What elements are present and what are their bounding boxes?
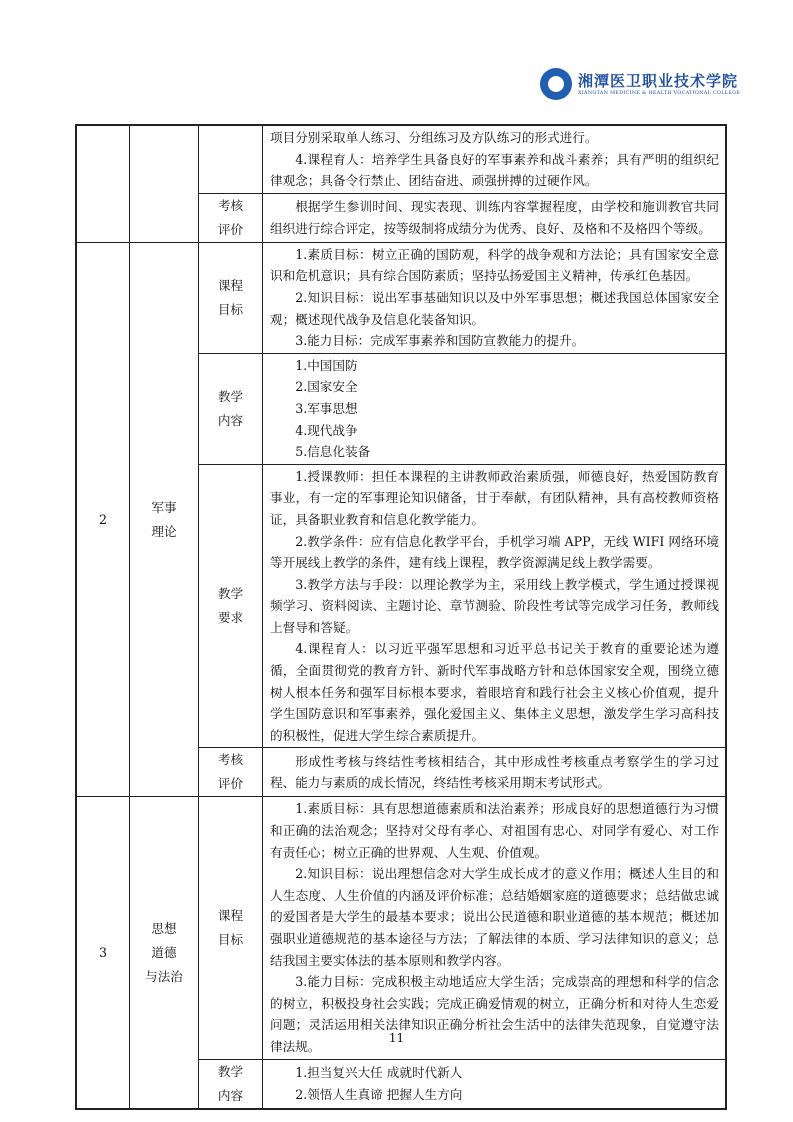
requirements-label: 教学 要求 <box>199 464 263 748</box>
goal-label: 课程 目标 <box>199 242 263 353</box>
logo-chinese-name: 湘潭医卫职业技术学院 <box>578 71 739 90</box>
college-logo <box>540 68 740 100</box>
college-seal-icon <box>540 68 572 100</box>
content-label: 教学 内容 <box>199 353 263 464</box>
assess-text: 根据学生参训时间、现实表现、训练内容掌握程度，由学校和施训教官共同组织进行综合评定，按等级制将成绩分为优秀、良好、及格和不及格四个等级。 <box>270 199 719 236</box>
course-goals: 1.素质目标：具有思想道德素质和法治素养；形成良好的思想道德行为习惯和正确的法治观念；坚持对父母有孝心、对祖国有忠心、对同学有爱心、对工作有责任心；树立正确的世界观、人生观、价值观。 2.知识目标：说出理想信念对大学生成长成才的意义作用；概述人生目的和人生态度、人生价值的内涵及评价标准；总结婚姻家庭的道德要求；总结做忠诚的爱国者是大学生的最基本要求；说出公民道德和职业道德的基本规范；概述加强职业道德规范的基本途径与方法；了解法律的本质、学习法律知识的意义；总结我国主要实体法的基本原则和教学内容。 3.能力目标：完成积极主动地适应大学生活；完成崇高的理想和科学的信念的树立，积极投身社会实践；完成正确爱情观的树立，正确分析和对待人生恋爱问题；灵活运用相关法律知识正确分析社会生活中的法律失范现象，自觉遵守法律法规。 <box>263 797 727 1059</box>
course-name: 军事 理论 <box>130 242 199 797</box>
teaching-content: 1.担当复兴大任 成就时代新人 2.领悟人生真谛 把握人生方向 <box>263 1059 727 1109</box>
teaching-requirements: 1.授课教师：担任本课程的主讲教师政治素质强，师德良好，热爱国防教育事业，有一定的军事理论知识储备，甘于奉献，有团队精神，具有高校教师资格证，具备职业教育和信息化教学能力。 2.教学条件：应有信息化教学平台，手机学习端 APP，无线 WIFI 网络环境等开展线上教学的条件，建有线上课程，教学资源满足线上教学需要。 3.教学方法与手段：以理论教学为主，采用线上教学模式，学生通过授课视频学习、资料阅读、主题讨论、章节测验、阶段性考试等完成学习任务，教师线上督导和答疑。 4.课程育人：以习近平强军思想和习近平总书记关于教育的重要论述为遵循，全面贯彻党的教育方针、新时代军事战略方针和总体国家安全观，围绕立德树人根本任务和强军目标根本要求，着眼培育和践行社会主义核心价值观，提升学生国防意识和军事素养，强化爱国主义、集体主义思想，激发学生学习高科技的积极性，促进大学生综合素质提升。 <box>263 464 727 748</box>
course-number: 2 <box>76 242 130 797</box>
assess-text: 形成性考核与终结性考核相结合，其中形成性考核重点考察学生的学习过程、能力与素质的成长情况，终结性考核采用期末考试形式。 <box>270 753 719 791</box>
curriculum-table <box>75 124 727 1110</box>
table-row <box>76 242 726 353</box>
goal-label: 课程 目标 <box>199 797 263 1059</box>
teaching-content: 1.中国国防 2.国家安全 3.军事思想 4.现代战争 5.信息化装备 <box>263 353 727 464</box>
table-row <box>76 125 726 193</box>
course-name: 思想 道德 与法治 <box>130 797 199 1109</box>
table-row <box>76 797 726 1059</box>
content-label: 教学 内容 <box>199 1059 263 1109</box>
assess-label: 考核 评价 <box>199 748 263 797</box>
course-number: 3 <box>76 797 130 1109</box>
course-goals: 1.素质目标：树立正确的国防观，科学的战争观和方法论；具有国家安全意识和危机意识；具有综合国防素质；坚持弘扬爱国主义精神，传承红色基因。 2.知识目标：说出军事基础知识以及中外军事思想；概述我国总体国家安全观；概述现代战争及信息化装备知识。 3.能力目标：完成军事素养和国防宣教能力的提升。 <box>263 242 727 353</box>
page-number: 11 <box>388 1031 405 1045</box>
continued-requirements: 项目分别采取单人练习、分组练习及方队练习的形式进行。 4.课程育人：培养学生具备良好的军事素养和战斗素养；具有严明的组织纪律观念；具备令行禁止、团结奋进、顽强拼搏的过硬作风。 <box>263 125 727 193</box>
logo-english-name: XIANGTAN MEDICINE & HEALTH VOCATIONAL COLLEGE <box>578 89 741 96</box>
assess-label: 考核 评价 <box>199 193 263 242</box>
